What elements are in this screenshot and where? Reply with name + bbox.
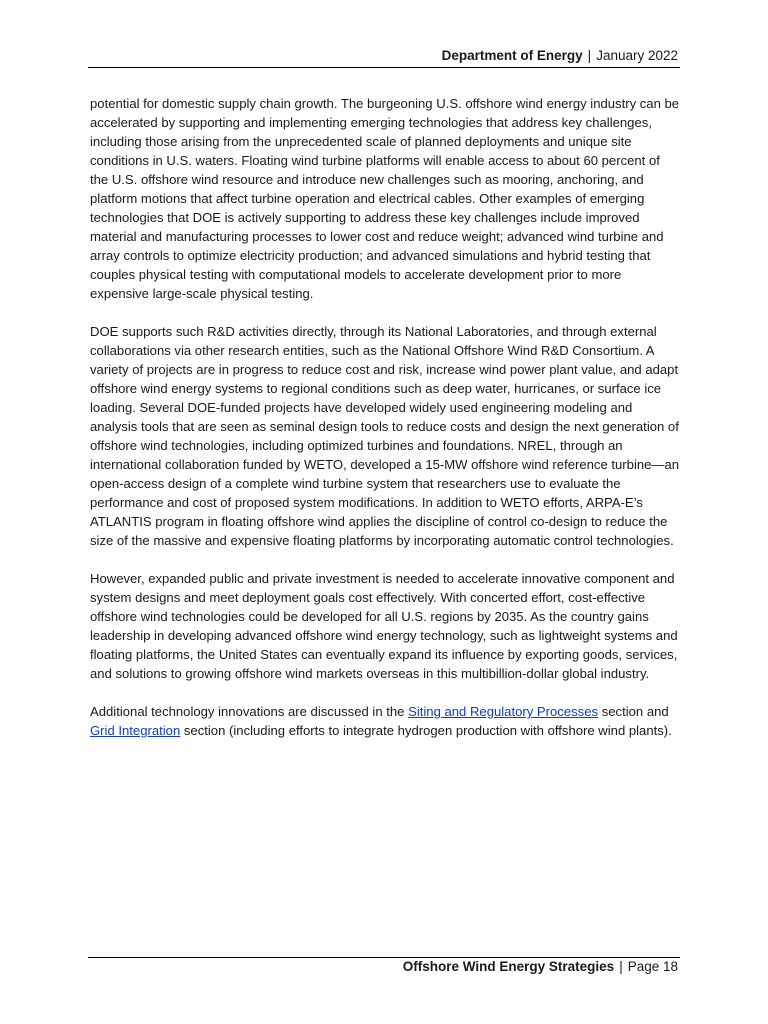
header-separator: | (587, 48, 592, 63)
page-header (442, 47, 678, 65)
grid-integration-link[interactable]: Grid Integration (90, 723, 181, 738)
page-footer (403, 958, 678, 976)
siting-regulatory-link[interactable]: Siting and Regulatory Processes (408, 704, 599, 719)
paragraph-1: potential for domestic supply chain growth. The burgeoning U.S. offshore wind energy industry can be accelerated by supporting and implementing emerging technologies that address key challenges, including those arising from the unprecedented scale of planned deployments and unique site conditions in U.S. waters. Floating wind turbine platforms will enable access to about 60 percent of the U.S. offshore wind resource and introduce new challenges such as mooring, anchoring, and platform motions that affect turbine operation and electrical cables. Other examples of emerging technologies that DOE is actively supporting to address these key challenges include improved material and manufacturing processes to lower cost and reduce weight; advanced wind turbine and array controls to optimize electricity production; and advanced simulations and hybrid testing that couples physical testing with computational models to accelerate development prior to more expensive large-scale physical testing. (90, 96, 680, 301)
header-date: January 2022 (596, 48, 678, 63)
paragraph-2: DOE supports such R&D activities directly, through its National Laboratories, and through external collaborations via other research entities, such as the National Offshore Wind R&D Consortium. A variety of projects are in progress to reduce cost and risk, increase wind power plant value, and adapt offshore wind energy systems to regional conditions such as deep water, hurricanes, or surface ice loading. Several DOE-funded projects have developed widely used engineering modeling and analysis tools that are seen as seminal design tools to reduce costs and design the next generation of offshore wind technologies, including optimized turbines and foundations. NREL, through an international collaboration funded by WETO, developed a 15-MW offshore wind reference turbine—an open-access design of a complete wind turbine system that researchers use to evaluate the performance and cost of proposed system modifications. In addition to WETO efforts, ARPA-E’s ATLANTIS program in floating offshore wind applies the discipline of control co-design to reduce the size of the massive and expensive floating platforms by incorporating automatic control technologies. (90, 324, 680, 548)
header-org: Department of Energy (441, 48, 583, 63)
footer-separator: | (619, 959, 623, 974)
document-body (90, 94, 680, 759)
footer-title: Offshore Wind Energy Strategies (402, 959, 615, 974)
footer-page-number: Page 18 (627, 959, 678, 974)
paragraph-4-text-a: Additional technology innovations are discussed in the (90, 704, 409, 719)
header-rule (88, 67, 680, 68)
paragraph-4 (90, 702, 680, 740)
paragraph-3: However, expanded public and private investment is needed to accelerate innovative component and system designs and meet deployment goals cost effectively. With concerted effort, cost-effective offshore wind technologies could be developed for all U.S. regions by 2035. As the country gains leadership in developing advanced offshore wind energy technology, such as lightweight systems and floating platforms, the United States can eventually expand its influence by exporting goods, services, and solutions to growing offshore wind markets overseas in this multibillion-dollar global industry. (90, 571, 678, 681)
paragraph-4-text-b: section and (598, 704, 669, 719)
paragraph-4-text-c: section (including efforts to integrate hydrogen production with offshore wind plants). (180, 723, 672, 738)
